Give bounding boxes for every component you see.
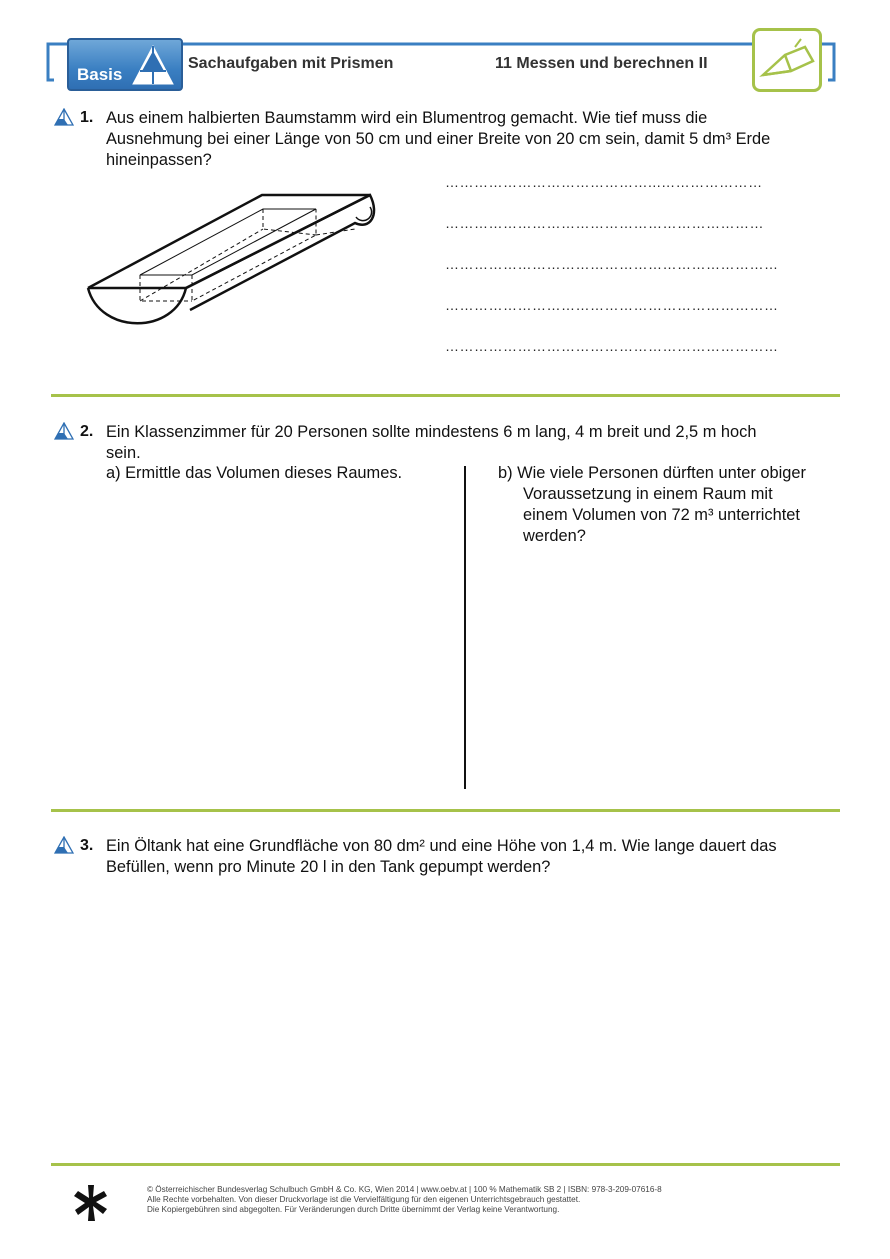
- footer-line-3: Die Kopiergebühren sind abgegolten. Für Veränderungen durch Dritte übernimmt der Verlag keine Verantwortung.: [147, 1205, 560, 1214]
- prism-logo-box: [752, 28, 822, 92]
- answer-line-3[interactable]: ……………………………………………………………: [445, 256, 779, 272]
- answer-line-2[interactable]: …………………………………………………………: [445, 215, 764, 231]
- task-2-number: 2.: [80, 423, 94, 440]
- prism-icon: [755, 31, 819, 89]
- footer-divider: [51, 1163, 840, 1166]
- task-2-part-b-line-1: b) Wie viele Personen dürften unter obiger: [498, 464, 806, 482]
- task-1-line-2: Ausnehmung bei einer Länge von 50 cm und einer Breite von 20 cm sein, damit 5 dm³ Erde: [106, 130, 771, 148]
- header-title: Sachaufgaben mit Prismen: [188, 55, 394, 72]
- answer-line-1[interactable]: ……………………………………...…………………: [445, 174, 763, 190]
- column-divider: [464, 466, 466, 789]
- difficulty-pyramid-icon: [54, 108, 74, 126]
- difficulty-pyramid-icon: [54, 836, 74, 854]
- answer-line-5[interactable]: ……………………………………………………………: [445, 338, 779, 354]
- task-2-part-a: a) Ermittle das Volumen dieses Raumes.: [106, 464, 403, 482]
- section-divider-2: [51, 809, 840, 812]
- footer-line-1: © Österreichischer Bundesverlag Schulbuch GmbH & Co. KG, Wien 2014 | www.oebv.at | 100 % Mathematik SB 2 | ISBN: 978-3-209-07616-8: [147, 1185, 662, 1194]
- task-3-line-2: Befüllen, wenn pro Minute 20 l in den Tank gepumpt werden?: [106, 858, 551, 876]
- task-2-line-2: sein.: [106, 444, 141, 462]
- badge-label: Basis: [77, 65, 123, 84]
- section-divider-1: [51, 394, 840, 397]
- answer-line-4[interactable]: ……………………………………………………………: [445, 297, 779, 313]
- basis-badge: [67, 38, 183, 91]
- task-1-line-3: hineinpassen?: [106, 151, 212, 169]
- publisher-star-logo: [72, 1183, 110, 1223]
- task-1-number: 1.: [80, 109, 94, 126]
- task-2-line-1: Ein Klassenzimmer für 20 Personen sollte mindestens 6 m lang, 4 m breit und 2,5 m hoch: [106, 423, 757, 441]
- difficulty-pyramid-icon: [54, 422, 74, 440]
- task-1-line-1: Aus einem halbierten Baumstamm wird ein Blumentrog gemacht. Wie tief muss die: [106, 109, 708, 127]
- task-3-number: 3.: [80, 837, 94, 854]
- task-2-part-b-line-2: Voraussetzung in einem Raum mit: [523, 485, 773, 503]
- task-2-part-b-line-3: einem Volumen von 72 m³ unterrichtet: [523, 506, 800, 524]
- task-3-line-1: Ein Öltank hat eine Grundfläche von 80 dm² und eine Höhe von 1,4 m. Wie lange dauert das: [106, 837, 777, 855]
- planter-trough-drawing: [80, 185, 380, 340]
- footer-line-2: Alle Rechte vorbehalten. Von dieser Druckvorlage ist die Vervielfältigung für den eigenen Unterrichtsgebrauch gestattet.: [147, 1195, 581, 1204]
- pyramid-icon: [131, 43, 175, 87]
- task-2-part-b-line-4: werden?: [523, 527, 586, 545]
- header-chapter: 11 Messen und berechnen II: [495, 55, 708, 72]
